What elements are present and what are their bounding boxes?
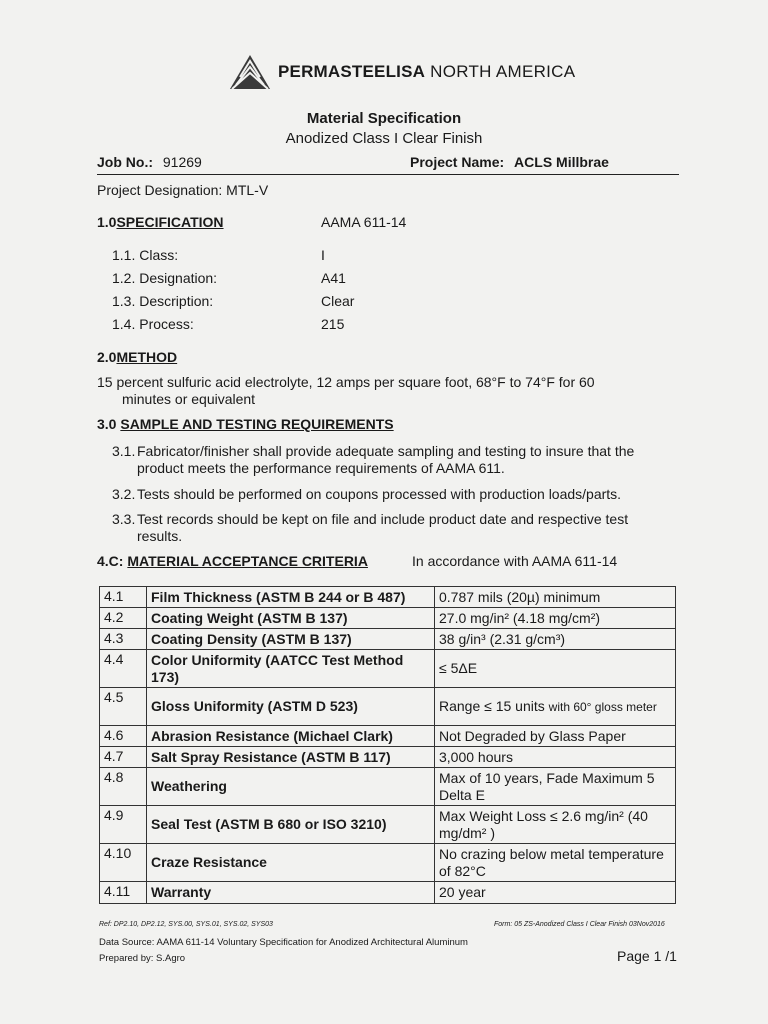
- requirement-number: 3.3.: [112, 511, 136, 527]
- table-row: [100, 688, 676, 726]
- table-row: [100, 882, 676, 904]
- section-2-title: METHOD: [116, 349, 178, 365]
- spec-item-value: Clear: [321, 293, 355, 309]
- project-name-label: Project Name:: [410, 154, 505, 170]
- section-2-heading: [97, 349, 177, 365]
- spec-item-value: 215: [321, 316, 345, 332]
- spec-item-label: 1.3. Description:: [112, 293, 214, 309]
- document-subtitle: Anodized Class I Clear Finish: [285, 130, 483, 147]
- section-4-title: MATERIAL ACCEPTANCE CRITERIA: [127, 553, 368, 569]
- criteria-value-cell: [435, 688, 676, 726]
- section-1-title: SPECIFICATION: [116, 214, 224, 230]
- criteria-name: Warranty: [147, 882, 435, 904]
- criteria-number: 4.5: [100, 688, 147, 726]
- document-title: Material Specification: [306, 110, 462, 127]
- spec-item-label: 1.1. Class:: [112, 247, 179, 263]
- footer-reference: Ref: DP2.10, DP2.12, SYS.00, SYS.01, SYS.02, SYS03: [99, 921, 273, 928]
- criteria-number: 4.1: [100, 587, 147, 608]
- criteria-name: Seal Test (ASTM B 680 or ISO 3210): [147, 806, 435, 844]
- criteria-name: Coating Weight (ASTM B 137): [147, 608, 435, 629]
- spec-item-label: 1.2. Designation:: [112, 270, 218, 286]
- criteria-value: ≤ 5ΔE: [435, 650, 676, 688]
- company-logo-icon: [228, 53, 272, 91]
- criteria-number: 4.4: [100, 650, 147, 688]
- table-row: [100, 806, 676, 844]
- section-3-number: 3.0: [97, 416, 117, 432]
- project-name-value: ACLS Millbrae: [514, 154, 609, 170]
- footer-form: Form: 05 ZS-Anodized Class I Clear Finish 03Nov2016: [494, 921, 665, 928]
- requirement-text-line-2: product meets the performance requirements of AAMA 611.: [137, 460, 505, 476]
- company-region: NORTH AMERICA: [430, 62, 576, 81]
- acceptance-criteria-table: [99, 586, 676, 904]
- section-4-heading: [97, 553, 368, 569]
- spec-item-label: 1.4. Process:: [112, 316, 194, 332]
- criteria-number: 4.8: [100, 768, 147, 806]
- section-4-number: 4.C:: [97, 553, 124, 569]
- table-row: [100, 608, 676, 629]
- criteria-name: Film Thickness (ASTM B 244 or B 487): [147, 587, 435, 608]
- criteria-value: Max Weight Loss ≤ 2.6 mg/in² (40 mg/dm² ): [435, 806, 676, 844]
- spec-item-value: I: [321, 247, 325, 263]
- section-1-number: 1.0: [97, 214, 117, 230]
- section-1-value: AAMA 611-14: [321, 214, 407, 230]
- requirement-text-line-2: results.: [137, 528, 183, 544]
- footer-prepared-by: Prepared by: S.Agro: [99, 953, 186, 964]
- method-text-line-1: 15 percent sulfuric acid electrolyte, 12 amps per square foot, 68°F to 74°F for 60: [97, 374, 595, 390]
- table-row: [100, 844, 676, 882]
- criteria-number: 4.9: [100, 806, 147, 844]
- company-name: PERMASTEELISA: [278, 62, 426, 81]
- requirement-text-line-1: Test records should be kept on file and include product date and respective test: [137, 511, 629, 527]
- criteria-name: Coating Density (ASTM B 137): [147, 629, 435, 650]
- section-4-note: In accordance with AAMA 611-14: [412, 553, 618, 569]
- table-row: [100, 587, 676, 608]
- criteria-value: 38 g/in³ (2.31 g/cm³): [435, 629, 676, 650]
- footer-data-source: Data Source: AAMA 611-14 Voluntary Specification for Anodized Architectural Aluminum: [99, 937, 468, 948]
- criteria-number: 4.2: [100, 608, 147, 629]
- criteria-number: 4.10: [100, 844, 147, 882]
- project-designation: Project Designation: MTL-V: [97, 182, 269, 198]
- table-row: [100, 747, 676, 768]
- page-number: Page 1 /1: [617, 948, 677, 964]
- criteria-number: 4.7: [100, 747, 147, 768]
- criteria-name: Weathering: [147, 768, 435, 806]
- criteria-value: Max of 10 years, Fade Maximum 5 Delta E: [435, 768, 676, 806]
- company-header: [228, 52, 575, 92]
- section-3-heading: [97, 416, 394, 432]
- criteria-value: 27.0 mg/in² (4.18 mg/cm²): [435, 608, 676, 629]
- method-text-line-2: minutes or equivalent: [122, 391, 256, 407]
- criteria-name: Salt Spray Resistance (ASTM B 117): [147, 747, 435, 768]
- criteria-number: 4.11: [100, 882, 147, 904]
- criteria-name: Craze Resistance: [147, 844, 435, 882]
- table-row: [100, 768, 676, 806]
- requirement-number: 3.1.: [112, 443, 136, 459]
- requirement-text-line-1: Fabricator/finisher shall provide adequate sampling and testing to insure that the: [137, 443, 635, 459]
- requirement-number: 3.2.: [112, 486, 136, 502]
- criteria-value: Range ≤ 15 units: [439, 697, 545, 714]
- section-3-title: SAMPLE AND TESTING REQUIREMENTS: [120, 416, 394, 432]
- job-line: [97, 154, 679, 175]
- spec-item-value: A41: [321, 270, 346, 286]
- criteria-value: No crazing below metal temperature of 82°C: [435, 844, 676, 882]
- table-row: [100, 629, 676, 650]
- criteria-number: 4.6: [100, 726, 147, 747]
- criteria-name: Gloss Uniformity (ASTM D 523): [147, 688, 435, 726]
- table-row: [100, 650, 676, 688]
- criteria-value: 3,000 hours: [435, 747, 676, 768]
- criteria-name: Abrasion Resistance (Michael Clark): [147, 726, 435, 747]
- requirement-text-line-1: Tests should be performed on coupons processed with production loads/parts.: [137, 486, 622, 502]
- criteria-value: 0.787 mils (20µ) minimum: [435, 587, 676, 608]
- criteria-value: Not Degraded by Glass Paper: [435, 726, 676, 747]
- criteria-value-note: with 60° gloss meter: [548, 699, 657, 714]
- project-name: [410, 154, 609, 170]
- section-1-heading: [97, 214, 224, 230]
- job-number-label: Job No.:: [97, 154, 153, 170]
- table-row: [100, 726, 676, 747]
- job-number-value: 91269: [162, 154, 202, 170]
- criteria-number: 4.3: [100, 629, 147, 650]
- section-2-number: 2.0: [97, 349, 117, 365]
- criteria-value: 20 year: [435, 882, 676, 904]
- criteria-name: Color Uniformity (AATCC Test Method 173): [147, 650, 435, 688]
